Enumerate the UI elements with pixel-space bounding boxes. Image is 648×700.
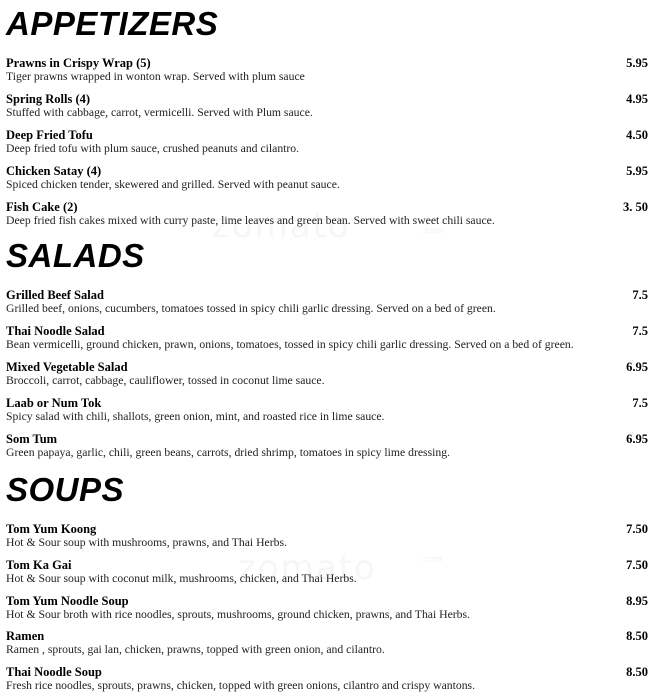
item-description: Grilled beef, onions, cucumbers, tomatoes tossed in spicy chili garlic dressing. Served on a bed of green. (6, 302, 496, 315)
section-title: SALADS (6, 237, 145, 274)
menu-item (6, 323, 648, 357)
item-name: Chicken Satay (4) (6, 164, 102, 178)
item-name: Thai Noodle Soup (6, 665, 102, 679)
item-description: Tiger prawns wrapped in wonton wrap. Served with plum sauce (6, 70, 305, 83)
menu-item (6, 163, 648, 197)
item-price: 3. 50 (623, 200, 648, 214)
menu-item (6, 521, 648, 555)
menu-item (6, 431, 648, 465)
item-description: Spicy salad with chili, shallots, green onion, mint, and roasted rice in lime sauce. (6, 410, 385, 423)
item-price: 6.95 (626, 432, 648, 446)
item-price: 7.50 (626, 522, 648, 536)
item-description: Broccoli, carrot, cabbage, cauliflower, tossed in coconut lime sauce. (6, 374, 325, 387)
watermark-suffix: .com (422, 226, 445, 236)
item-name: Laab or Num Tok (6, 396, 102, 410)
item-name: Prawns in Crispy Wrap (5) (6, 56, 151, 70)
item-description: Green papaya, garlic, chili, green beans, carrots, dried shrimp, tomatoes in spicy lime dressing. (6, 446, 450, 459)
item-description: Hot & Sour soup with coconut milk, mushrooms, chicken, and Thai Herbs. (6, 572, 357, 585)
menu-item (6, 55, 648, 89)
item-price: 8.95 (626, 594, 648, 608)
item-description: Stuffed with cabbage, carrot, vermicelli. Served with Plum sauce. (6, 106, 313, 119)
menu-item (6, 359, 648, 393)
item-description: Bean vermicelli, ground chicken, prawn, onions, tomatoes, tossed in spicy chili garlic dressing. Served on a bed of green. (6, 338, 574, 351)
item-price: 7.5 (632, 288, 648, 302)
item-price: 8.50 (626, 665, 648, 679)
menu-item (6, 664, 648, 698)
item-description: Deep fried fish cakes mixed with curry paste, lime leaves and green bean. Served with sweet chili sauce. (6, 214, 495, 227)
item-name: Tom Yum Koong (6, 522, 97, 536)
item-name: Thai Noodle Salad (6, 324, 105, 338)
menu-item (6, 91, 648, 125)
section-title: APPETIZERS (6, 5, 219, 42)
item-price: 4.95 (626, 92, 648, 106)
menu-item (6, 287, 648, 321)
item-name: Fish Cake (2) (6, 200, 78, 214)
watermark-suffix: .com (420, 555, 443, 565)
item-price: 5.95 (626, 56, 648, 70)
item-price: 7.50 (626, 558, 648, 572)
item-price: 8.50 (626, 629, 648, 643)
item-price: 4.50 (626, 128, 648, 142)
menu-item (6, 199, 648, 233)
item-price: 5.95 (626, 164, 648, 178)
item-name: Deep Fried Tofu (6, 128, 93, 142)
item-name: Ramen (6, 629, 45, 643)
item-description: Ramen , sprouts, gai lan, chicken, prawns, topped with green onion, and cilantro. (6, 643, 385, 656)
item-name: Som Tum (6, 432, 58, 446)
menu-item (6, 628, 648, 662)
item-description: Hot & Sour broth with rice noodles, sprouts, mushrooms, ground chicken, prawns, and Thai Herbs. (6, 608, 470, 621)
item-name: Tom Yum Noodle Soup (6, 594, 129, 608)
menu-item (6, 127, 648, 161)
item-description: Spiced chicken tender, skewered and grilled. Served with peanut sauce. (6, 178, 340, 191)
section-title: SOUPS (6, 471, 125, 508)
menu-item (6, 593, 648, 627)
item-price: 7.5 (632, 324, 648, 338)
item-description: Fresh rice noodles, sprouts, prawns, chicken, topped with green onions, cilantro and crispy wantons. (6, 679, 476, 692)
item-price: 7.5 (632, 396, 648, 410)
item-name: Mixed Vegetable Salad (6, 360, 128, 374)
item-name: Spring Rolls (4) (6, 92, 91, 106)
item-name: Tom Ka Gai (6, 558, 72, 572)
menu-item (6, 395, 648, 429)
menu-item (6, 557, 648, 591)
item-name: Grilled Beef Salad (6, 288, 104, 302)
item-description: Deep fried tofu with plum sauce, crushed peanuts and cilantro. (6, 142, 300, 155)
item-description: Hot & Sour soup with mushrooms, prawns, and Thai Herbs. (6, 536, 287, 549)
item-price: 6.95 (626, 360, 648, 374)
